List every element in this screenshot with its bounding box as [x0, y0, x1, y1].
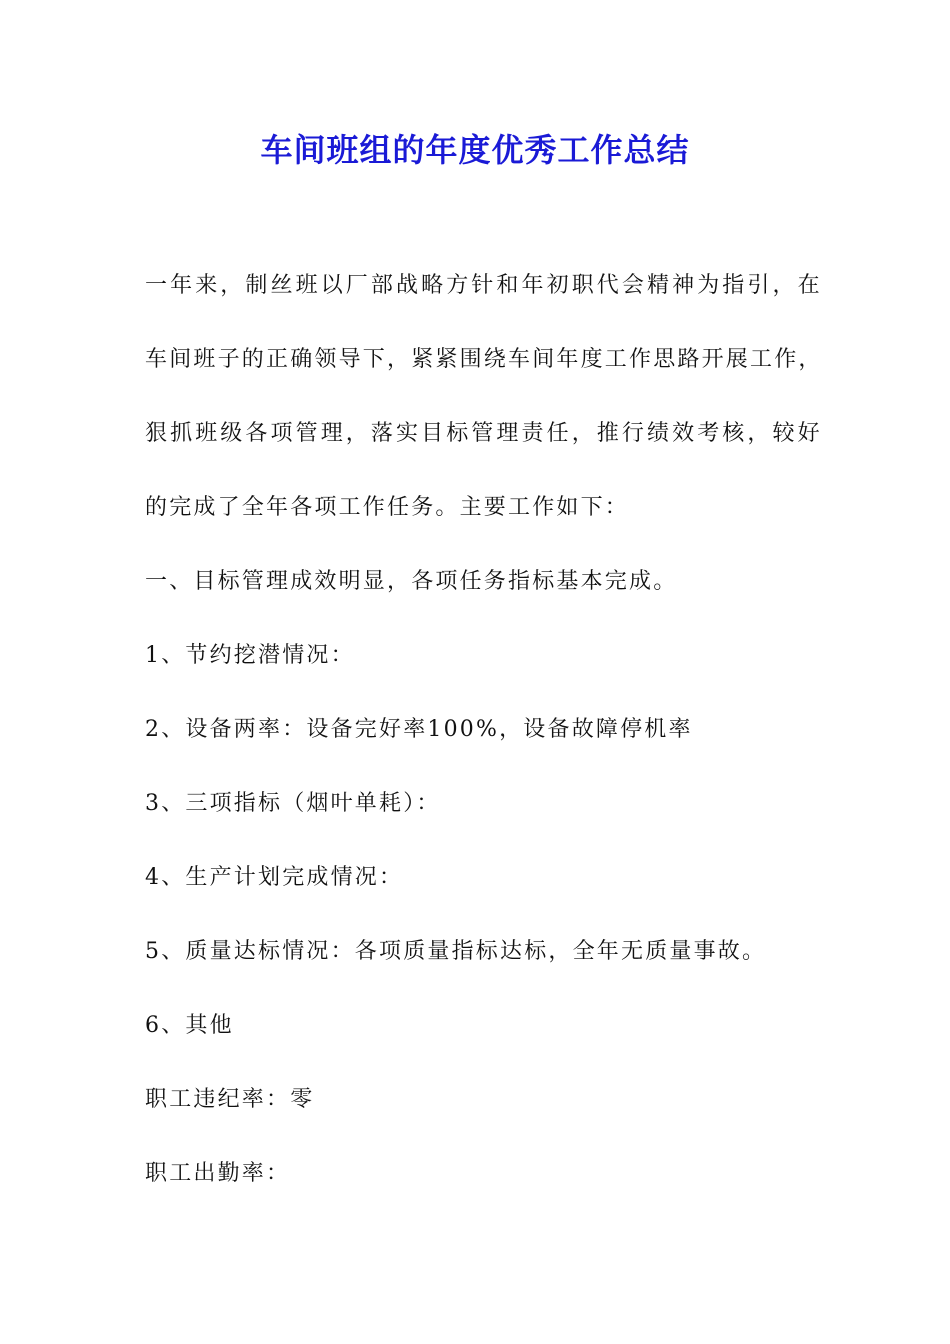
paragraph-line: 车间班子的正确领导下，紧紧围绕车间年度工作思路开展工作， [145, 347, 823, 372]
list-item: 2、设备两率：设备完好率100%，设备故障停机率 [145, 717, 693, 742]
list-item: 3、三项指标（烟叶单耗）： [145, 791, 441, 816]
paragraph-line: 狠抓班级各项管理，落实目标管理责任，推行绩效考核，较好 [145, 421, 823, 446]
document-title: 车间班组的年度优秀工作总结 [260, 131, 690, 169]
list-item: 5、质量达标情况：各项质量指标达标，全年无质量事故。 [145, 939, 767, 964]
list-item: 4、生产计划完成情况： [145, 865, 404, 890]
document-body [145, 264, 835, 1226]
paragraph-line: 一年来，制丝班以厂部战略方针和年初职代会精神为指引，在 [145, 273, 823, 298]
list-item: 6、其他 [145, 1013, 234, 1038]
sub-item: 职工出勤率： [145, 1161, 291, 1186]
paragraph-line: 的完成了全年各项工作任务。主要工作如下： [145, 495, 630, 520]
section-heading: 一、目标管理成效明显，各项任务指标基本完成。 [145, 569, 678, 594]
sub-item: 职工违纪率：零 [145, 1087, 315, 1112]
list-item: 1、节约挖潜情况： [145, 643, 355, 668]
